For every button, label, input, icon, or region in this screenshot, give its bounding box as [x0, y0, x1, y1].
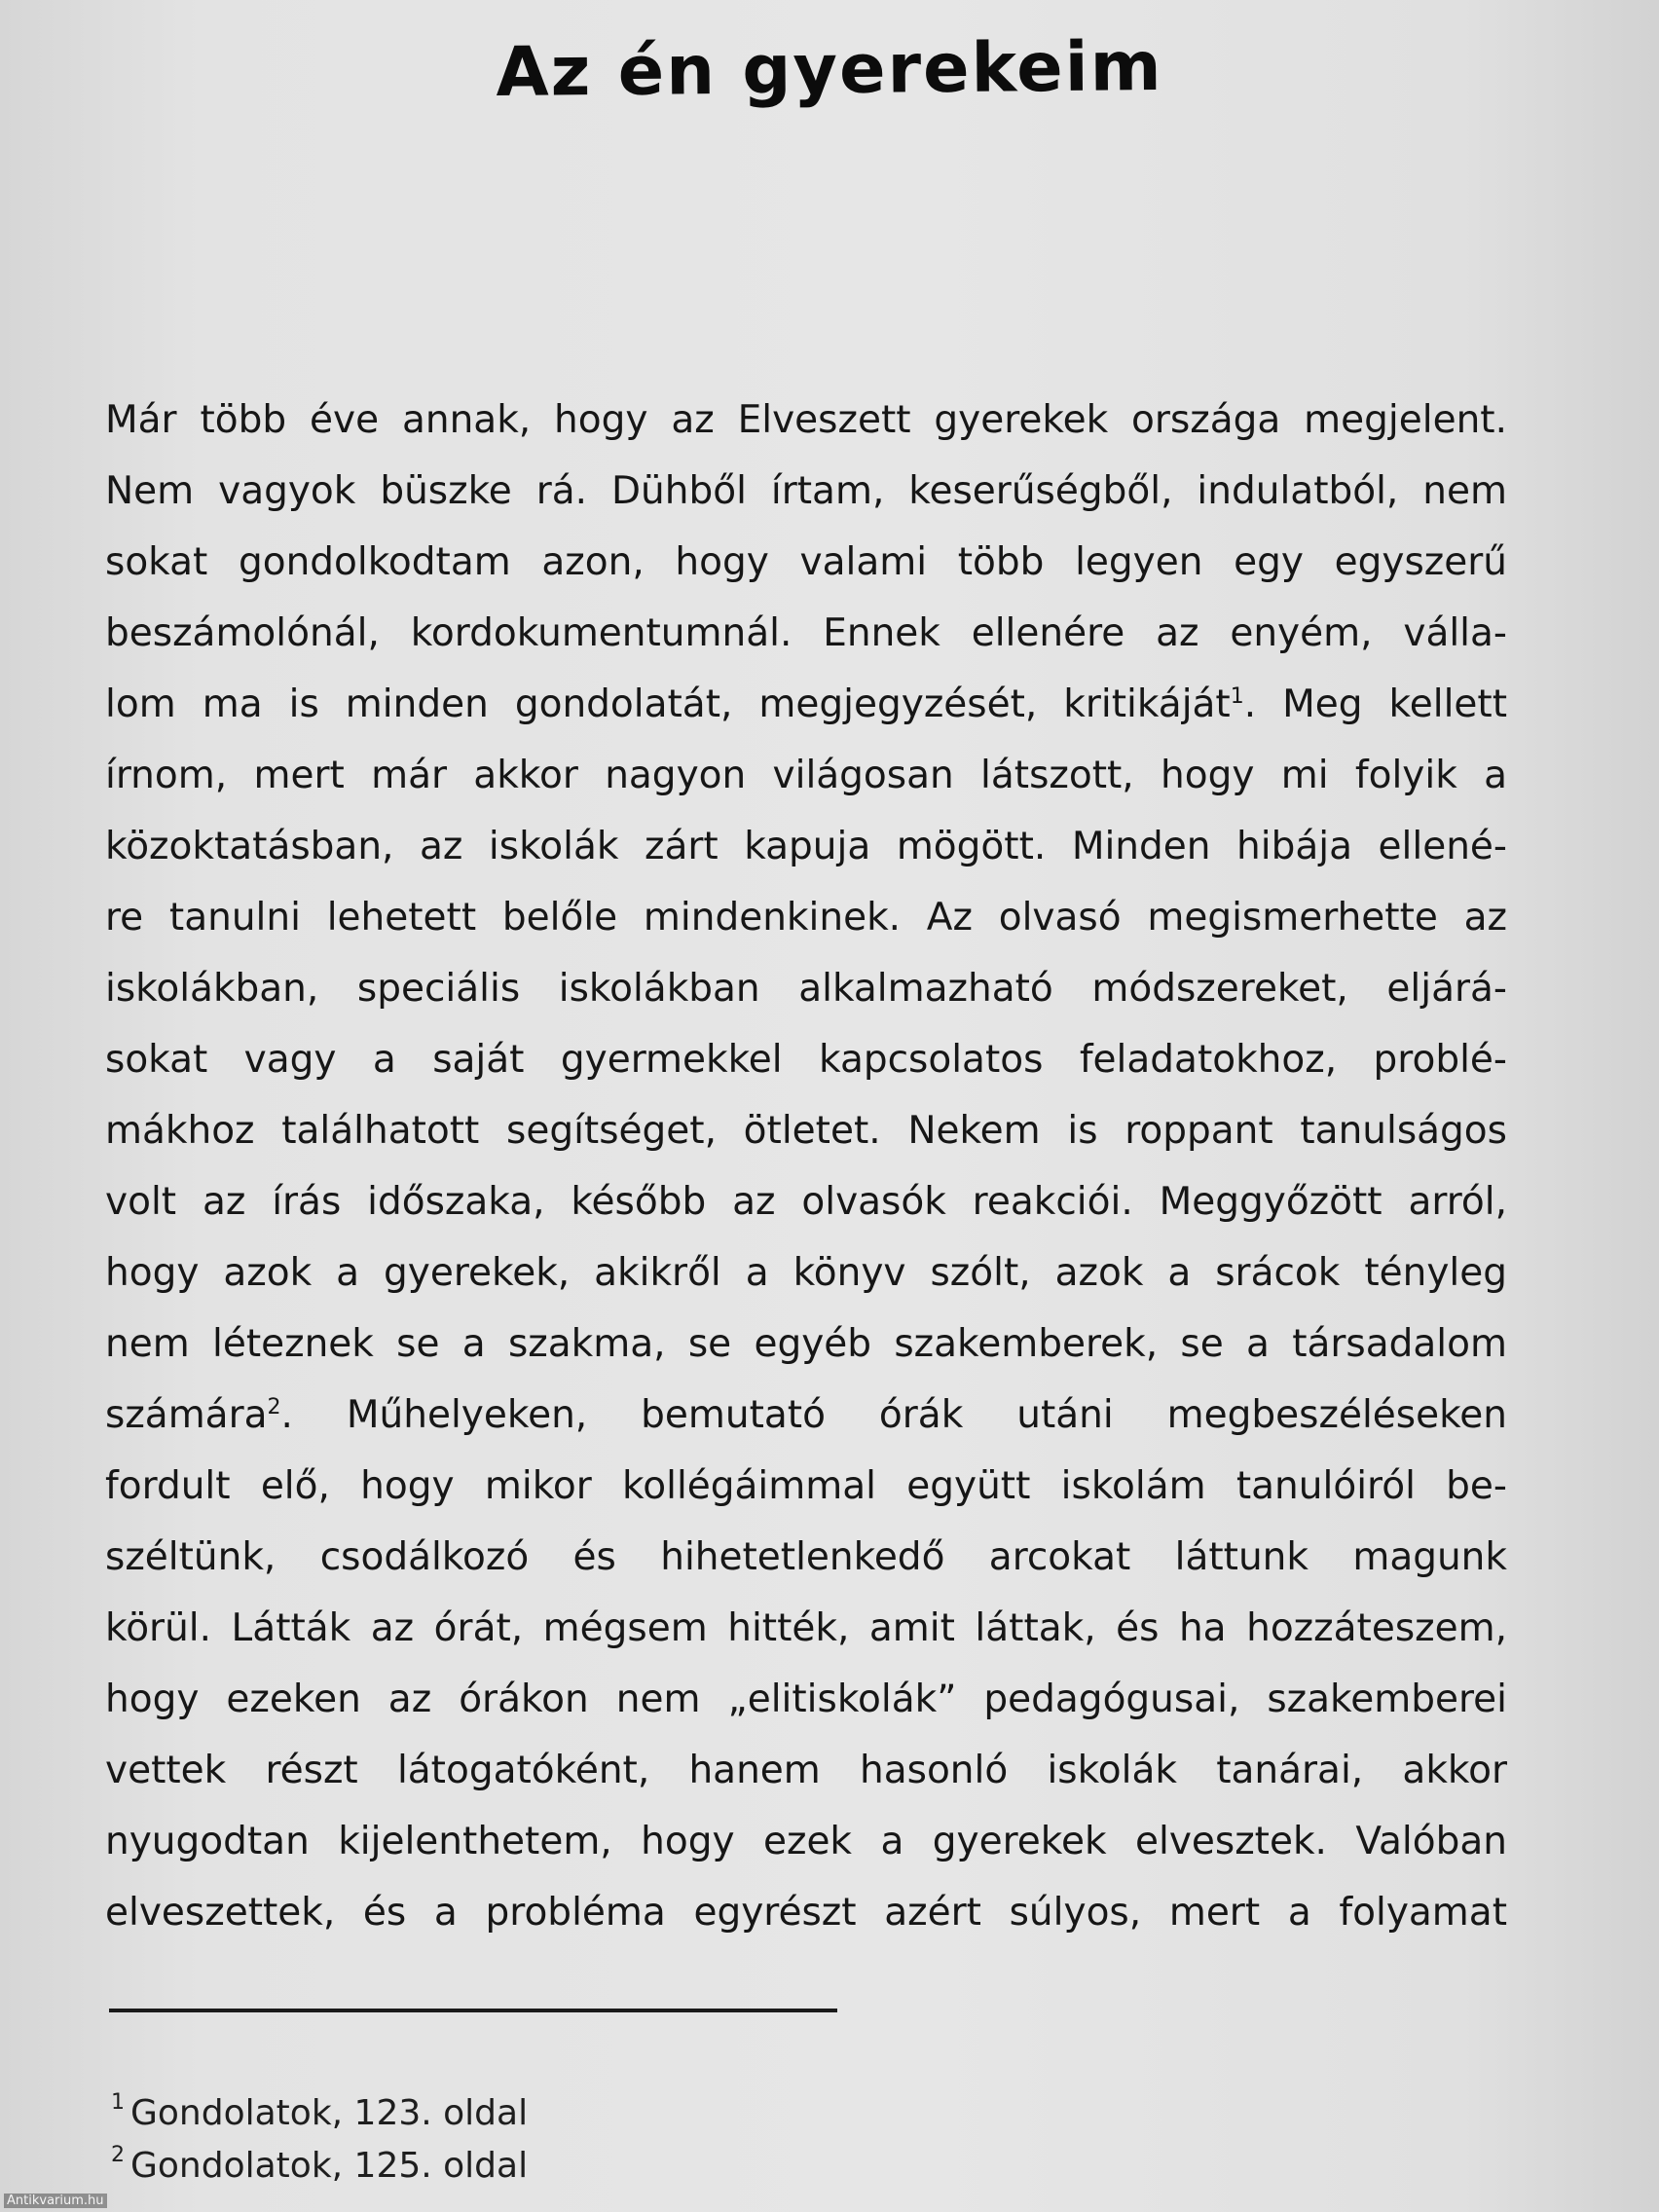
- body-line-11: mákhoz találhatott segítséget, ötletet. Nekem is roppant tanulságos: [105, 1109, 1507, 1153]
- body-line-4: beszámolónál, kordokumentumnál. Ennek ellenére az enyém, válla-: [105, 611, 1507, 655]
- body-line-5-text-end: Meg kellett: [1282, 682, 1507, 726]
- body-line-15-text-end: Műhelyeken, bemutató órák utáni megbeszéléseken: [346, 1393, 1507, 1437]
- body-line-8: re tanulni lehetett belőle mindenkinek. Az olvasó megismerhette az: [105, 896, 1507, 940]
- body-line-3: sokat gondolkodtam azon, hogy valami több legyen egy egyszerű: [105, 540, 1507, 584]
- body-line-1: Már több éve annak, hogy az Elveszett gyerekek országa megjelent.: [105, 398, 1507, 442]
- footnote-2-mark: 2: [111, 2143, 125, 2167]
- footnote-separator: [109, 2009, 837, 2012]
- body-line-15-text: számára: [105, 1393, 268, 1437]
- body-line-15: számára$^2$. Műhelyeken, bemutató órák utáni megbeszéléseken: [105, 1393, 1507, 1437]
- body-line-7: közoktatásban, az iskolák zárt kapuja mögött. Minden hibája ellené-: [105, 825, 1507, 868]
- body-line-14: nem léteznek se a szakma, se egyéb szakemberek, se a társadalom: [105, 1322, 1507, 1366]
- body-line-16: fordult elő, hogy mikor kollégáimmal együtt iskolám tanulóiról be-: [105, 1464, 1507, 1508]
- footnote-2: [111, 2134, 529, 2186]
- body-line-9: iskolákban, speciális iskolákban alkalmazható módszereket, eljárá-: [105, 967, 1507, 1011]
- footnote-1-text: Gondolatok, 123. oldal: [130, 2093, 529, 2133]
- body-line-22: elveszettek, és a probléma egyrészt azért súlyos, mert a folyamat: [105, 1891, 1507, 1935]
- body-line-12: volt az írás időszaka, később az olvasók reakciói. Meggyőzött arról,: [105, 1180, 1507, 1224]
- body-line-10: sokat vagy a saját gyermekkel kapcsolatos feladatokhoz, problé-: [105, 1038, 1507, 1082]
- body-line-19: hogy ezeken az órákon nem „elitiskolák” pedagógusai, szakemberei: [105, 1677, 1507, 1721]
- body-line-5-text: lom ma is minden gondolatát, megjegyzését, kritikáját: [105, 682, 1231, 726]
- footnote-ref-2[interactable]: 2: [267, 1395, 281, 1419]
- body-line-17: széltünk, csodálkozó és hihetetlenkedő arcokat láttunk magunk: [105, 1535, 1507, 1579]
- body-line-18: körül. Látták az órát, mégsem hitték, amit láttak, és ha hozzáteszem,: [105, 1606, 1507, 1650]
- watermark: Antikvarium.hu: [4, 2194, 107, 2208]
- body-line-21: nyugodtan kijelenthetem, hogy ezek a gyerekek elvesztek. Valóban: [105, 1820, 1507, 1863]
- body-line-13: hogy azok a gyerekek, akikről a könyv szólt, azok a srácok tényleg: [105, 1251, 1507, 1295]
- chapter-title: Az én gyerekeim: [496, 26, 1163, 112]
- body-line-6: írnom, mert már akkor nagyon világosan látszott, hogy mi folyik a: [105, 754, 1507, 797]
- body-line-5: lom ma is minden gondolatát, megjegyzését, kritikáját$^1$. Meg kellett: [105, 682, 1507, 726]
- footnote-ref-1[interactable]: 1: [1230, 684, 1244, 709]
- footnote-1: [111, 2082, 529, 2133]
- footnote-2-text: Gondolatok, 125. oldal: [130, 2146, 529, 2186]
- body-line-20: vettek részt látogatóként, hanem hasonló iskolák tanárai, akkor: [105, 1749, 1507, 1792]
- body-line-2: Nem vagyok büszke rá. Dühből írtam, keserűségből, indulatból, nem: [105, 469, 1507, 513]
- footnote-1-mark: 1: [111, 2090, 125, 2115]
